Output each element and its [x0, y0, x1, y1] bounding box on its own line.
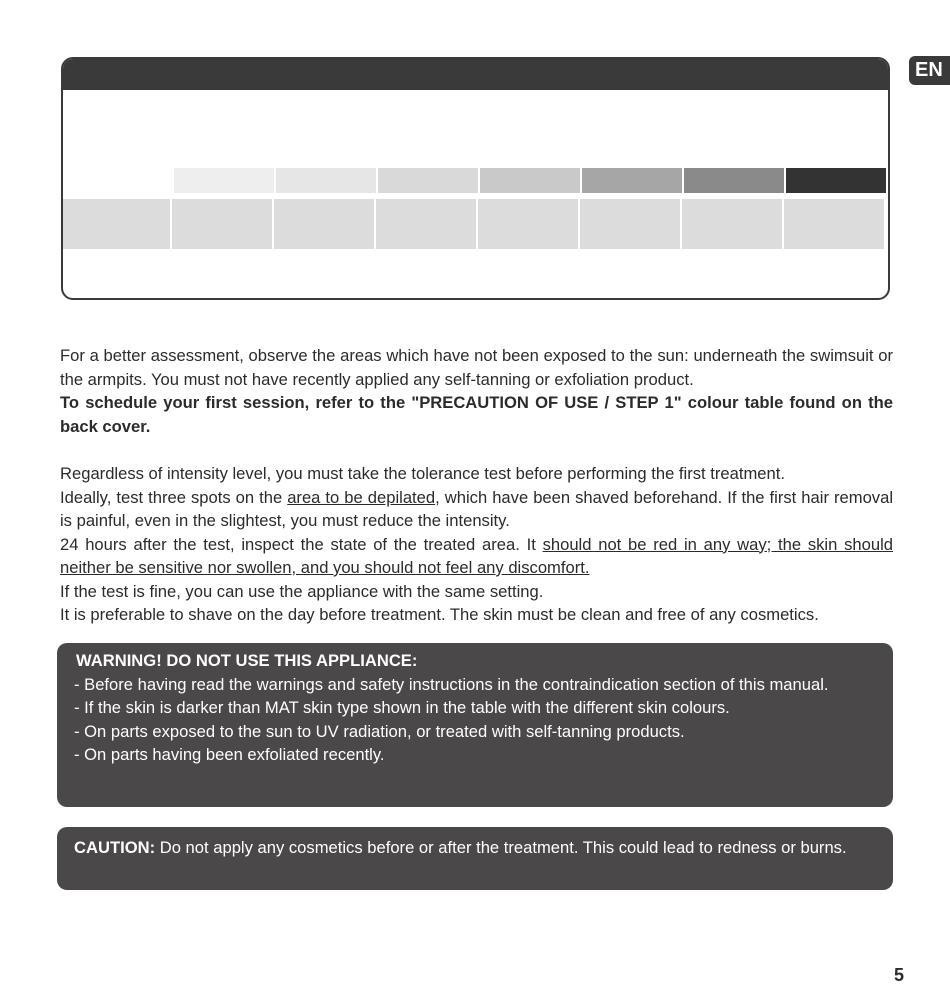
skin-colour-swatch: [276, 168, 376, 193]
skin-type-cell: [274, 199, 374, 249]
shave-text: It is preferable to shave on the day before treatment. The skin must be clean and free of any cosmetics.: [60, 605, 819, 624]
skin-type-cell: [478, 199, 578, 249]
warning-item: - On parts exposed to the sun to UV radiation, or treated with self-tanning products.: [74, 721, 685, 741]
skin-type-cell: [580, 199, 680, 249]
skin-colour-swatch: [786, 168, 886, 193]
skin-colour-swatch: [174, 168, 274, 193]
tolerance-intro: Regardless of intensity level, you must take the tolerance test before performing the first treatment.: [60, 464, 785, 483]
test-fine-text: If the test is fine, you can use the appliance with the same setting.: [60, 581, 544, 601]
skin-type-cell: [376, 199, 476, 249]
assessment-text: For a better assessment, observe the areas which have not been exposed to the sun: underneath the swimsuit or the armpits. You must not have recently applied any self-tanning or exfoliation product.: [60, 346, 893, 389]
warning-box: [57, 643, 893, 807]
tolerance-test-paragraph: [60, 462, 893, 627]
skin-type-table: [61, 57, 890, 300]
assessment-paragraph: [60, 344, 893, 438]
warning-item: - On parts having been exfoliated recently.: [74, 745, 385, 764]
caution-box: [57, 827, 893, 890]
page-number: 5: [894, 965, 905, 985]
skin-type-cell: [784, 199, 884, 249]
skin-colour-swatch-row: [174, 168, 886, 193]
skin-colour-swatch: [582, 168, 682, 193]
skin-condition-underlined: should not be red in any way; the skin should neither be sensitive nor swollen, and you should not feel any discomfort.: [60, 534, 893, 577]
language-tab: EN: [909, 56, 950, 85]
warning-title: WARNING! DO NOT USE THIS APPLIANCE:: [76, 651, 418, 670]
skin-type-row: [63, 199, 884, 249]
test-spots-text: Ideally, test three spots on the area to be depilated, which have been shaved beforehand. If the first hair removal is painful, even in the slightest, you must reduce the intensity.: [60, 487, 894, 530]
warning-item: - If the skin is darker than MAT skin type shown in the table with the different skin colours.: [74, 698, 730, 717]
caution-label: CAUTION:: [74, 838, 156, 857]
caution-text: Do not apply any cosmetics before or after the treatment. This could lead to redness or burns.: [155, 838, 847, 857]
skin-type-cell: [682, 199, 782, 249]
area-underlined: area to be depilated: [287, 487, 436, 507]
skin-colour-swatch: [480, 168, 580, 193]
table-header-bar: [63, 59, 888, 90]
inspect-text: 24 hours after the test, inspect the state of the treated area. It should not be red in any way; the skin should neither be sensitive nor swollen, and you should not feel any discomfort.: [60, 534, 893, 577]
skin-colour-swatch: [684, 168, 784, 193]
skin-type-cell: [63, 199, 170, 249]
skin-type-cell: [172, 199, 272, 249]
warning-item: - Before having read the warnings and safety instructions in the contraindication section of this manual.: [74, 674, 829, 694]
first-session-note: To schedule your first session, refer to the "PRECAUTION OF USE / STEP 1" colour table found on the back cover.: [60, 393, 893, 436]
skin-colour-swatch: [378, 168, 478, 193]
